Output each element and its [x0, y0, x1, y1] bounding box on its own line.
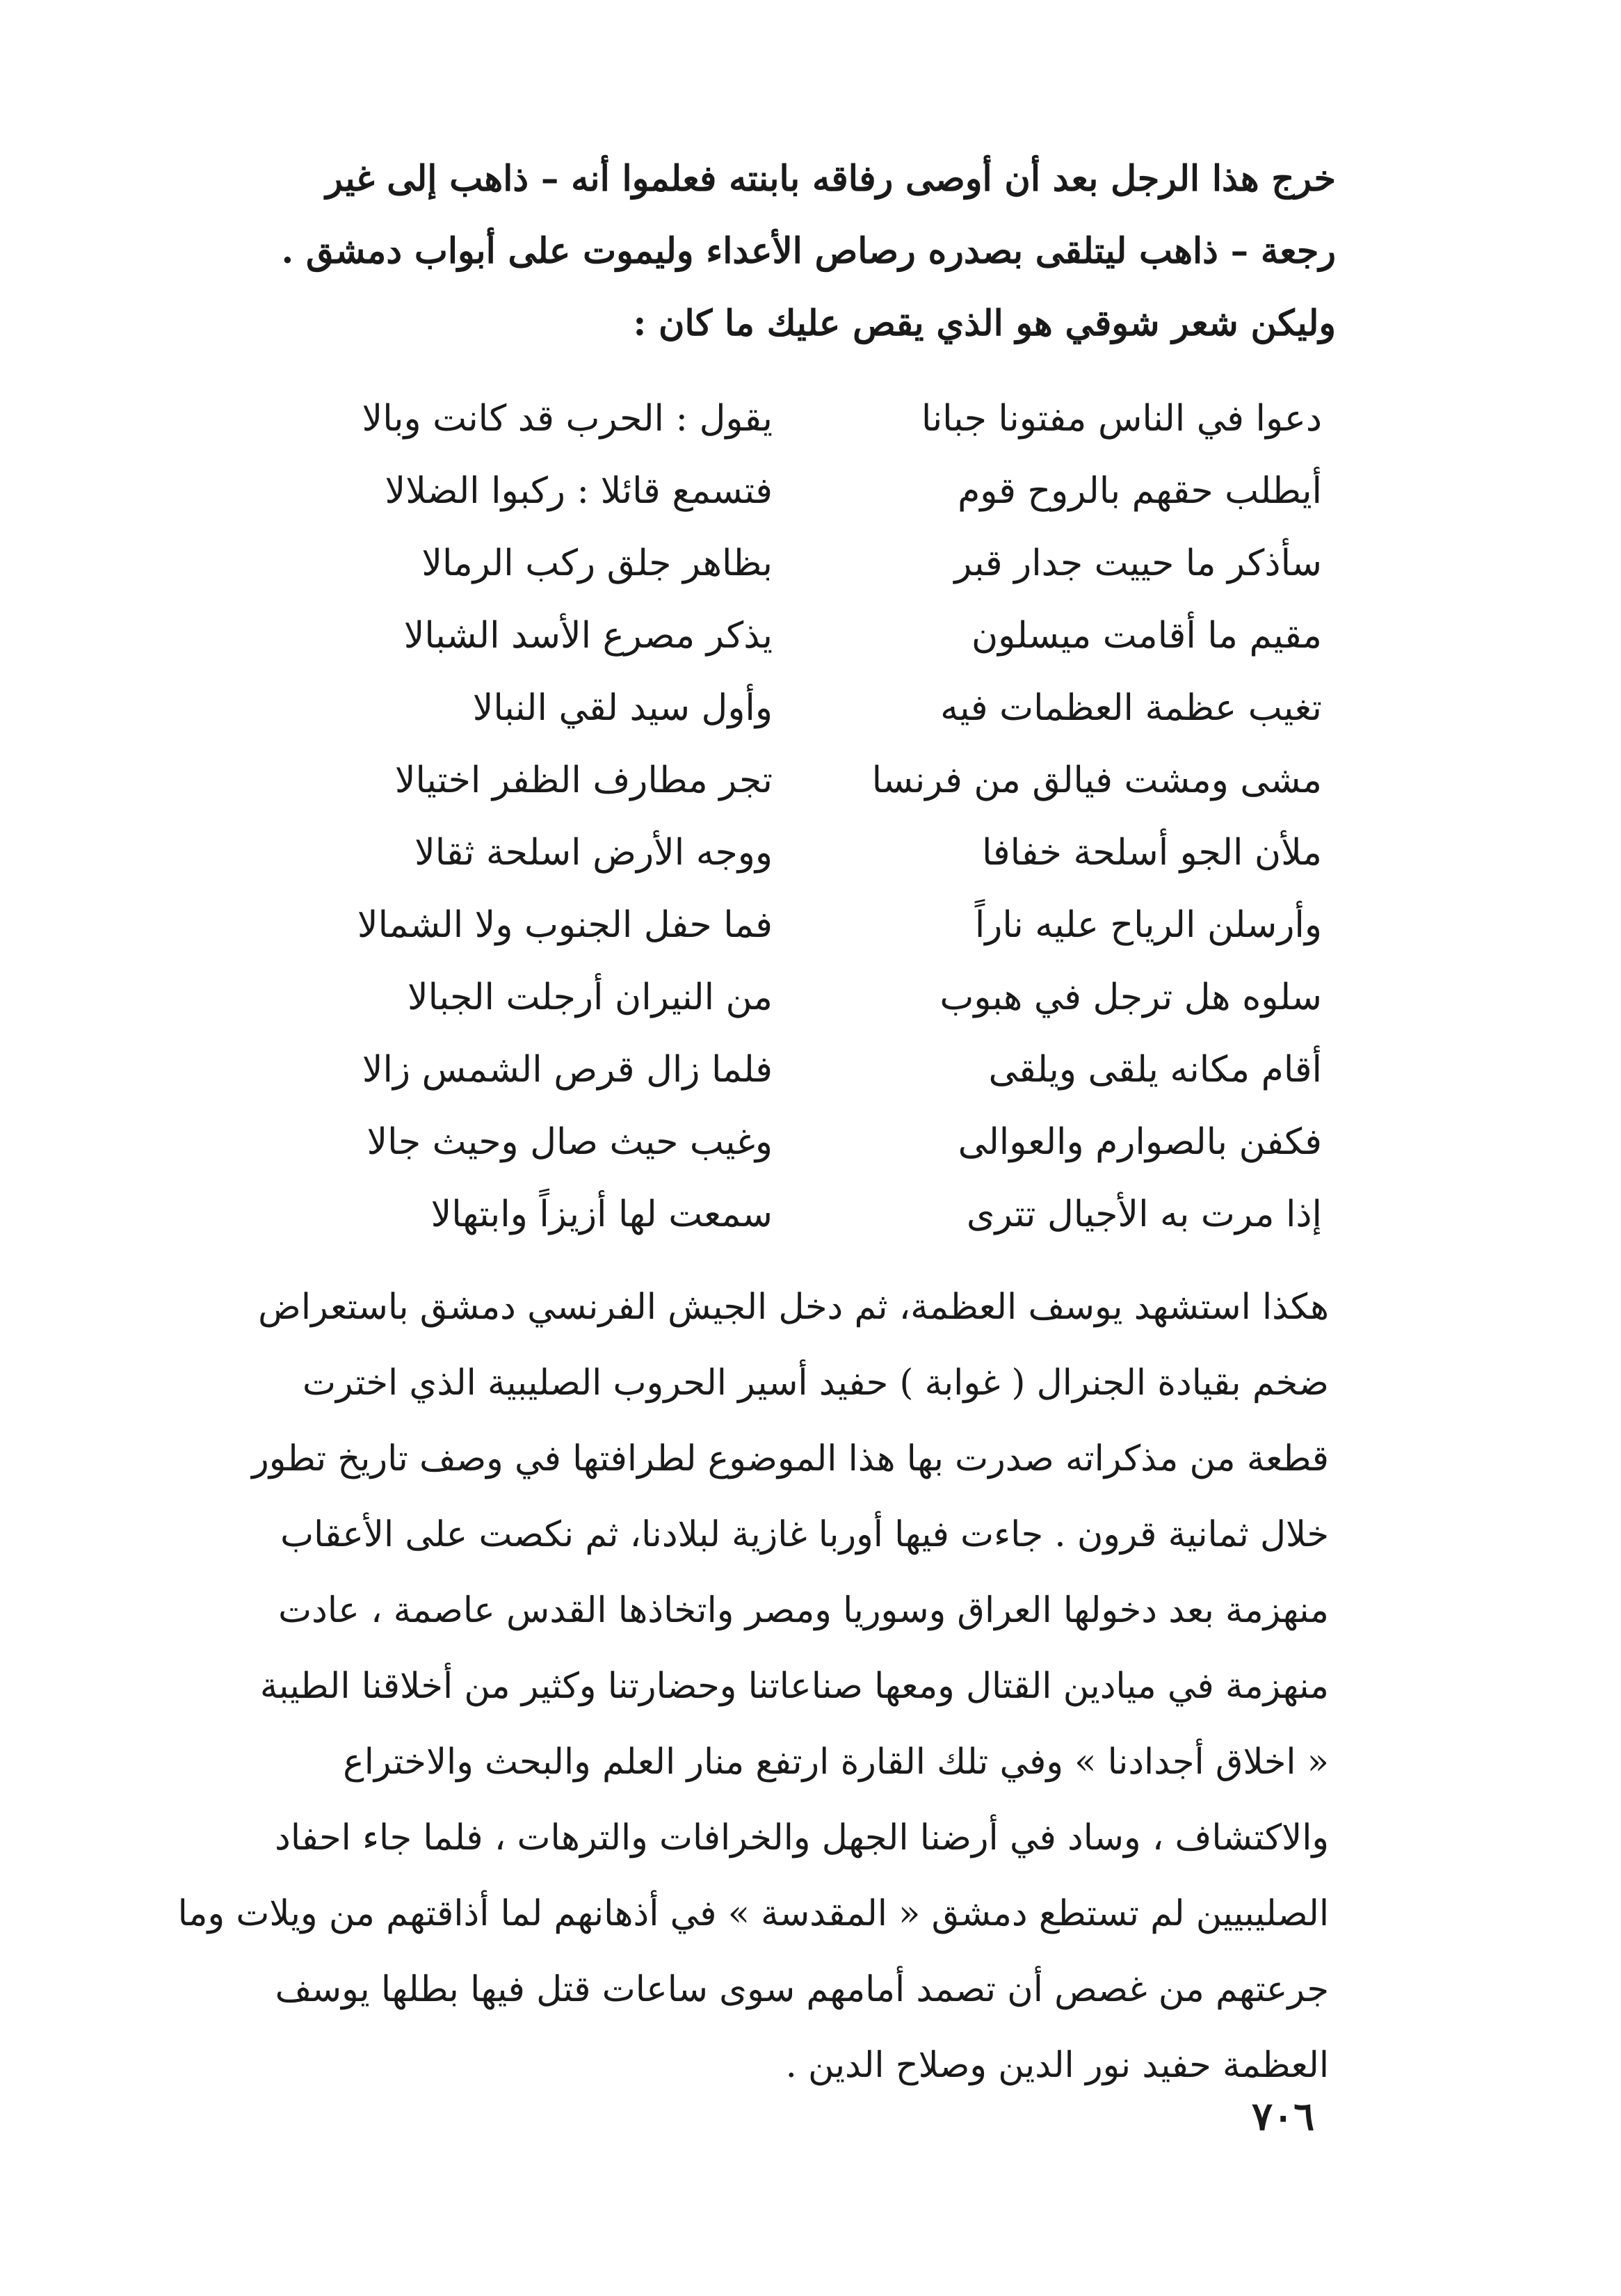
intro-line: رجعة – ذاهب ليتلقى بصدره رصاص الأعداء وليموت على أبواب دمشق .	[281, 230, 1336, 272]
closing-line: ضخم بقيادة الجنرال ( غوابة ) حفيد أسير الحروب الصليبية الذي اخترت	[302, 1363, 1329, 1404]
closing-line: منهزمة بعد دخولها العراق وسوريا ومصر واتخاذها القدس عاصمة ، عادت	[278, 1590, 1329, 1631]
poem-verse	[279, 1178, 1322, 1251]
closing-line: الصليبيين لم تستطع دمشق « المقدسة » في أذهانهم لما أذاقتهم من ويلات وما	[177, 1893, 1329, 1934]
poem-verse	[279, 889, 1322, 961]
poem-verse	[279, 744, 1322, 817]
verse-second-hemistich: بظاهر جلق ركب الرمالا	[421, 543, 773, 584]
verse-first-hemistich: أيطلب حقهم بالروح قوم	[958, 470, 1322, 512]
closing-line: قطعة من مذكراته صدرت بها هذا الموضوع لطرافتها في وصف تاريخ تطور	[252, 1438, 1329, 1479]
verse-second-hemistich: فلما زال قرص الشمس زالا	[362, 1049, 773, 1091]
verse-second-hemistich: يقول : الحرب قد كانت وبالا	[362, 398, 773, 440]
poem-verse	[279, 817, 1322, 889]
verse-first-hemistich: مقيم ما أقامت ميسلون	[971, 615, 1322, 657]
verse-second-hemistich: يذكر مصرع الأسد الشبالا	[403, 615, 773, 657]
poem-verse	[279, 455, 1322, 527]
verse-first-hemistich: فكفن بالصوارم والعوالى	[958, 1121, 1322, 1163]
verse-first-hemistich: إذا مرت به الأجيال تترى	[966, 1194, 1322, 1235]
verse-first-hemistich: ملأن الجو أسلحة خفافا	[981, 832, 1322, 874]
intro-line: وليكن شعر شوقي هو الذي يقص عليك ما كان :	[633, 303, 1336, 344]
closing-line: العظمة حفيد نور الدين وصلاح الدين .	[785, 2045, 1329, 2086]
verse-second-hemistich: تجر مطارف الظفر اختيالا	[394, 760, 773, 801]
closing-line: منهزمة في ميادين القتال ومعها صناعاتنا وحضارتنا وكثير من أخلاقنا الطيبة	[259, 1666, 1329, 1707]
verse-first-hemistich: سأذكر ما حييت جدار قبر	[954, 543, 1322, 584]
verse-second-hemistich: وغيب حيث صال وحيث جالا	[366, 1121, 773, 1163]
verse-second-hemistich: ووجه الأرض اسلحة ثقالا	[414, 832, 773, 874]
verse-first-hemistich: سلوه هل ترجل في هبوب	[939, 977, 1322, 1018]
verse-second-hemistich: من النيران أرجلت الجبالا	[407, 977, 773, 1018]
verse-second-hemistich: فما حفل الجنوب ولا الشمالا	[357, 904, 773, 946]
poem-verse	[279, 961, 1322, 1034]
poem-verse	[279, 1034, 1322, 1106]
poem-block	[279, 383, 1322, 1251]
closing-line: جرعتهم من غصص أن تصمد أمامهم سوى ساعات قتل فيها بطلها يوسف	[275, 1969, 1329, 2010]
closing-line: خلال ثمانية قرون . جاءت فيها أوربا غازية لبلادنا، ثم نكصت على الأعقاب	[280, 1514, 1329, 1555]
poem-verse	[279, 383, 1322, 455]
poem-verse	[279, 527, 1322, 600]
closing-line: والاكتشاف ، وساد في أرضنا الجهل والخرافات والترهات ، فلما جاء احفاد	[275, 1817, 1329, 1859]
verse-second-hemistich: فتسمع قائلا : ركبوا الضلالا	[385, 470, 773, 512]
closing-line: هكذا استشهد يوسف العظمة، ثم دخل الجيش الفرنسي دمشق باستعراض	[258, 1287, 1329, 1328]
poem-verse	[279, 1106, 1322, 1178]
verse-first-hemistich: مشى ومشت فيالق من فرنسا	[871, 760, 1322, 801]
poem-verse	[279, 600, 1322, 672]
intro-line: خرج هذا الرجل بعد أن أوصى رفاقه بابنته فعلموا أنه – ذاهب إلى غير	[325, 158, 1336, 200]
verse-first-hemistich: تغيب عظمة العظمات فيه	[940, 687, 1322, 729]
verse-second-hemistich: سمعت لها أزيزاً وابتهالا	[430, 1194, 773, 1235]
verse-first-hemistich: دعوا في الناس مفتونا جبانا	[921, 398, 1322, 440]
page-number: ٧٠٦	[1252, 2094, 1315, 2140]
closing-paragraph	[177, 1269, 1329, 2103]
verse-second-hemistich: وأول سيد لقي النبالا	[472, 687, 773, 729]
verse-first-hemistich: وأرسلن الرياح عليه ناراً	[974, 904, 1322, 946]
closing-line: « اخلاق أجدادنا » وفي تلك القارة ارتفع منار العلم والبحث والاختراع	[343, 1742, 1329, 1783]
verse-first-hemistich: أقام مكانه يلقى ويلقى	[988, 1049, 1322, 1091]
intro-paragraph	[265, 143, 1336, 360]
poem-verse	[279, 672, 1322, 744]
